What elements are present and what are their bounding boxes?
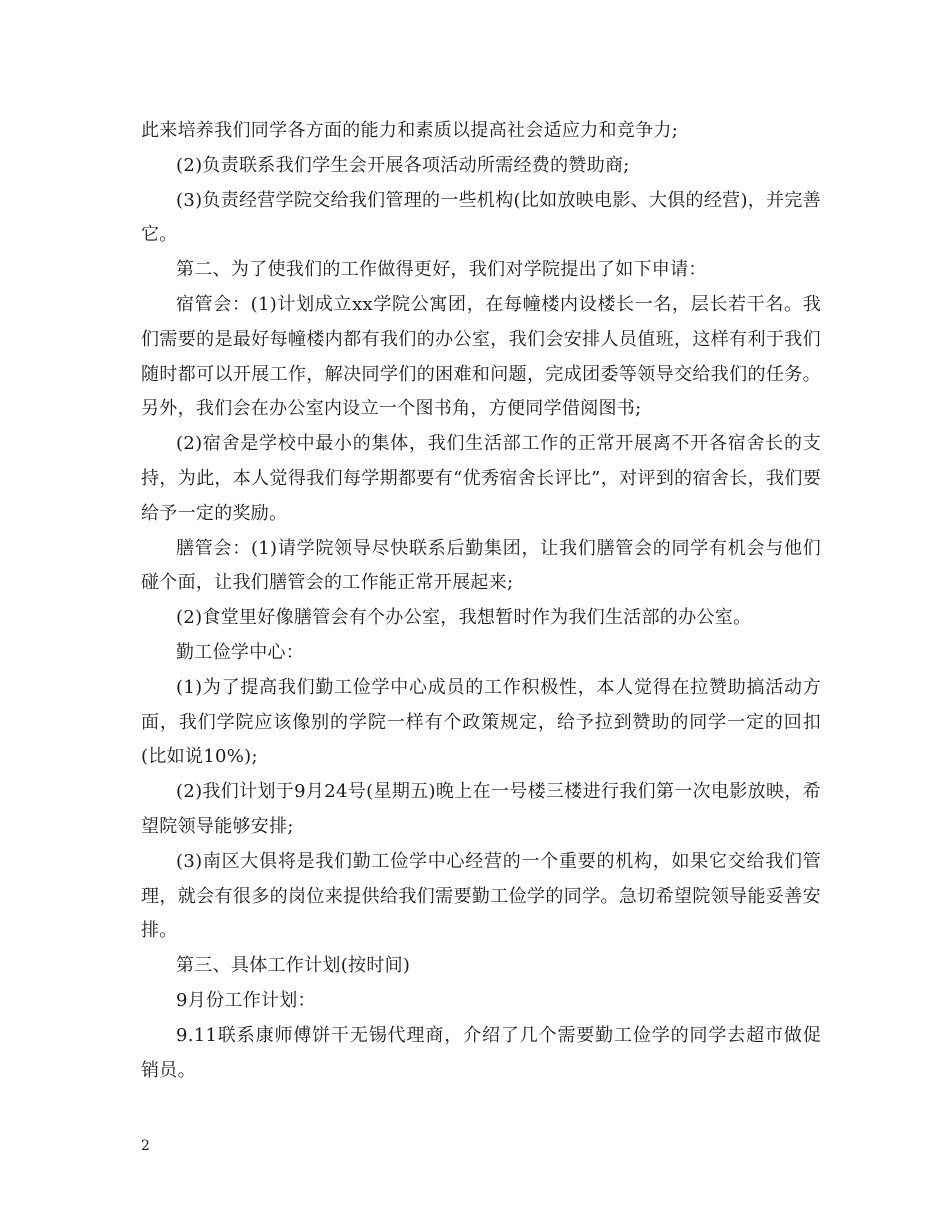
paragraph: 膳管会：(1)请学院领导尽快联系后勤集团，让我们膳管会的同学有机会与他们碰个面，让我们膳管会的工作能正常开展起来; — [141, 537, 821, 594]
paragraph: (1)为了提高我们勤工俭学中心成员的工作积极性，本人觉得在拉赞助搞活动方面，我们学院应该像别的学院一样有个政策规定，给予拉到赞助的同学一定的回扣(比如说10%); — [141, 676, 821, 768]
paragraph: (2)宿舍是学校中最小的集体，我们生活部工作的正常开展离不开各宿舍长的支持，为此，本人觉得我们每学期都要有“优秀宿舍长评比”，对评到的宿舍长，我们要给予一定的奖励。 — [141, 433, 821, 524]
section-heading: 第二、为了使我们的工作做得更好，我们对学院提出了如下申请： — [176, 259, 707, 281]
page-number: 2 — [141, 1138, 150, 1154]
paragraph: 9.11联系康师傅饼干无锡代理商，介绍了几个需要勤工俭学的同学去超市做促销员。 — [141, 1024, 821, 1081]
paragraph: (2)食堂里好像膳管会有个办公室，我想暂时作为我们生活部的办公室。 — [176, 607, 752, 629]
paragraph: (2)我们计划于9月24号(星期五)晚上在一号楼三楼进行我们第一次电影放映，希望院领导能够安排; — [141, 781, 821, 837]
section-heading: 第三、具体工作计划(按时间) — [176, 955, 411, 977]
paragraph: 宿管会：(1)计划成立xx学院公寓团，在每幢楼内设楼长一名，层长若干名。我们需要的是最好每幢楼内都有我们的办公室，我们会安排人员值班，这样有利于我们随时都可以开展工作，解决同学们的困难和问题，完成团委等领导交给我们的任务。另外，我们会在办公室内设立一个图书角，方便同学借阅图书; — [141, 293, 821, 420]
paragraph: 此来培养我们同学各方面的能力和素质以提高社会适应力和竞争力; — [141, 120, 679, 141]
document-body — [141, 114, 821, 1088]
subsection-heading: 勤工俭学中心： — [176, 641, 305, 663]
subsection-heading: 9月份工作计划： — [176, 989, 316, 1011]
paragraph: (2)负责联系我们学生会开展各项活动所需经费的赞助商; — [176, 154, 630, 176]
paragraph: (3)负责经营学院交给我们管理的一些机构(比如放映电影、大俱的经营)，并完善它。 — [141, 189, 821, 246]
paragraph: (3)南区大俱将是我们勤工俭学中心经营的一个重要的机构，如果它交给我们管理，就会有很多的岗位来提供给我们需要勤工俭学的同学。急切希望院领导能妥善安排。 — [141, 850, 821, 942]
